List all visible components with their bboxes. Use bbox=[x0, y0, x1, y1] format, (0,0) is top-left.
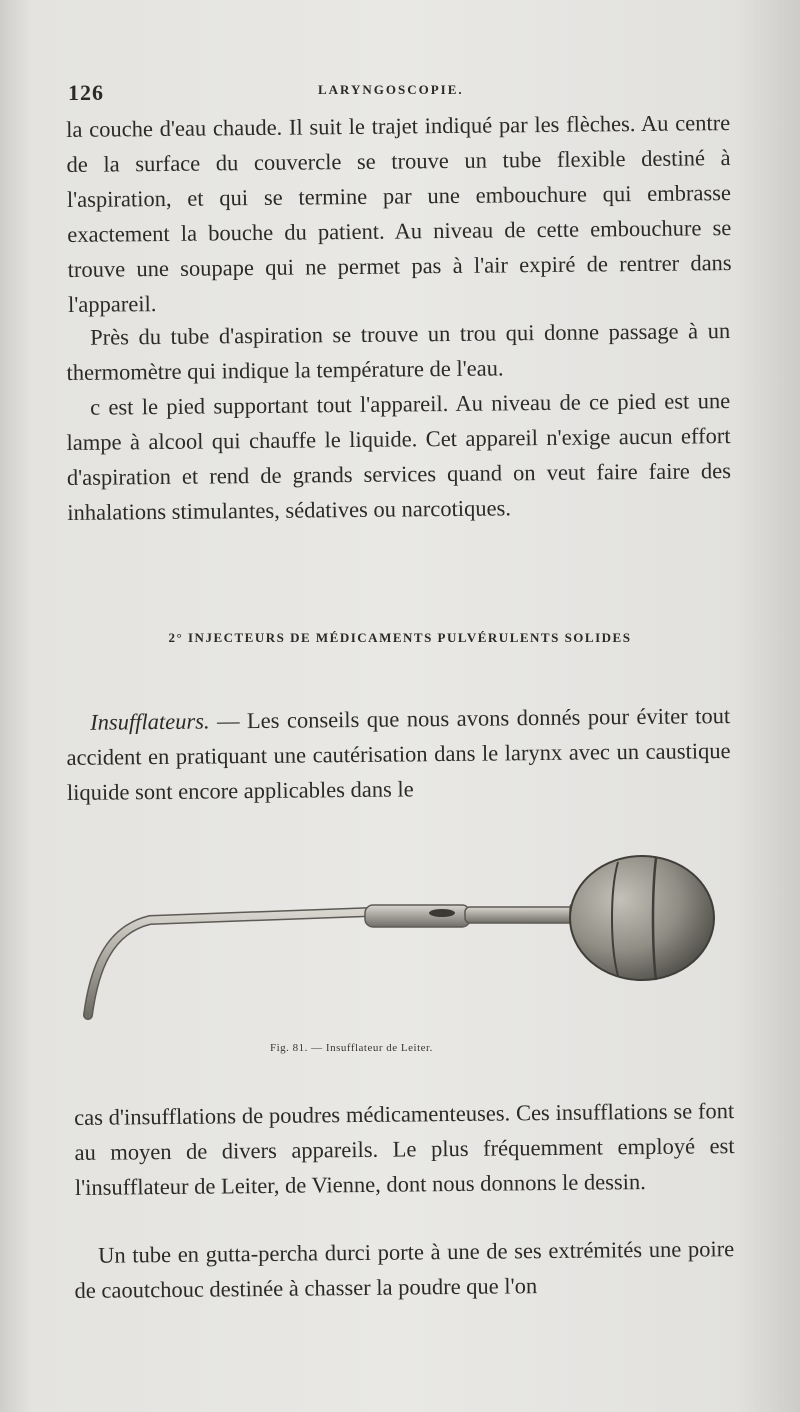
paragraph-insufflations: cas d'insufflations de poudres médicamenteuses. Ces insufflations se font au moyen de divers appareils. Le plus fréquemment employé est l'insufflateur de Leiter, de Vienne, dont nous donnons le dessin. bbox=[74, 1098, 735, 1200]
paragraph-lead-italic: Insufflateurs. bbox=[90, 708, 210, 735]
figure-insufflator bbox=[80, 850, 730, 1030]
paragraph-apparatus-description: la couche d'eau chaude. Il suit le trajet indiqué par les flèches. Au centre de la surface du couvercle se trouve un tube flexible destiné à l'aspiration, et qui se termine par une embouchure qui embrasse exactement la bouche du patient. Au niveau de cette embouchure se trouve une soupape qui ne permet pas à l'air expiré de rentrer dans l'appareil. bbox=[66, 110, 732, 317]
paragraph-alcohol-lamp: c est le pied supportant tout l'appareil. Au niveau de ce pied est une lampe à alcool qui chauffe le liquide. Cet appareil n'exige aucun effort d'aspiration et rend de grands services quand on veut faire faire des inhalations stimulantes, sédatives ou narcotiques. bbox=[66, 388, 732, 525]
paragraph-body: — Les conseils que nous avons donnés pour éviter tout accident en pratiquant une cautérisation dans le larynx avec un caustique liquide sont encore applicables dans le bbox=[66, 703, 731, 805]
insufflator-tube bbox=[88, 904, 582, 1015]
insufflator-illustration bbox=[80, 850, 730, 1030]
paragraph-gutta-percha: Un tube en gutta-percha durci porte à une de ses extrémités une poire de caoutchouc destinée à chasser la poudre que l'on bbox=[74, 1236, 735, 1303]
rubber-bulb bbox=[570, 856, 714, 980]
paragraph-insufflateurs bbox=[66, 698, 731, 810]
paragraph-thermometer: Près du tube d'aspiration se trouve un trou qui donne passage à un thermomètre qui indique la température de l'eau. bbox=[66, 318, 731, 385]
page-number: 126 bbox=[68, 80, 104, 105]
running-head: LARYNGOSCOPIE. bbox=[318, 82, 464, 97]
figure-caption: Fig. 81. — Insufflateur de Leiter. bbox=[270, 1042, 433, 1054]
section-heading: 2° INJECTEURS DE MÉDICAMENTS PULVÉRULENTS SOLIDES bbox=[168, 630, 632, 645]
